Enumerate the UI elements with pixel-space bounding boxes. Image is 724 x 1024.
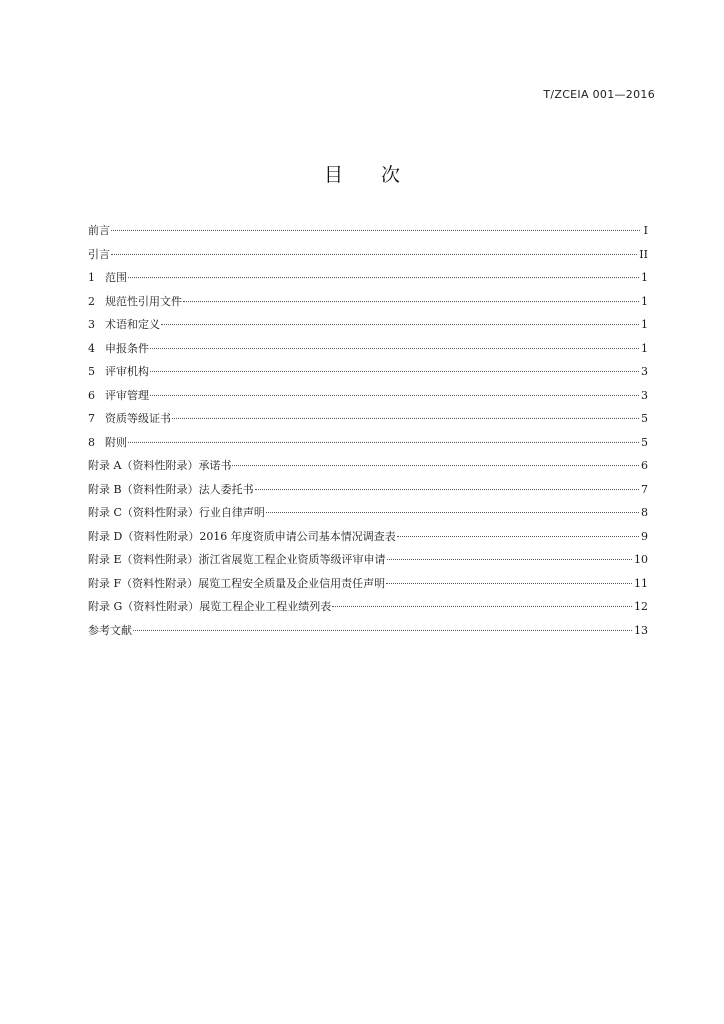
toc-leader-dots <box>150 395 639 396</box>
toc-entry-qualification-certificate[interactable] <box>88 407 648 431</box>
toc-entry-label: 附录 F（资料性附录）展览工程安全质量及企业信用责任声明 <box>88 576 386 590</box>
toc-entry-number: 5 <box>88 365 95 378</box>
toc-leader-dots <box>183 301 639 302</box>
toc-entry-terms-definitions[interactable] <box>88 313 648 337</box>
toc-leader-dots <box>172 418 639 419</box>
toc-leader-dots <box>133 630 632 631</box>
toc-entry-label: 参考文献 <box>88 623 132 637</box>
toc-entry-page: 7 <box>641 482 648 496</box>
toc-entry-appendix-a[interactable] <box>88 454 648 478</box>
toc-entry-page: 9 <box>641 529 648 543</box>
toc-entry-bibliography[interactable] <box>88 619 648 643</box>
toc-entry-label: 附录 B（资料性附录）法人委托书 <box>88 482 254 496</box>
toc-entry-label: 资质等级证书 <box>105 412 171 425</box>
toc-leader-dots <box>128 277 639 278</box>
toc-entry-label: 附录 E（资料性附录）浙江省展览工程企业资质等级评审申请 <box>88 553 386 566</box>
toc-entry-page: 10 <box>634 553 648 566</box>
toc-entry-scope[interactable] <box>88 266 648 290</box>
toc-entry-page: 6 <box>641 459 648 472</box>
toc-entry-label: 术语和定义 <box>105 318 160 331</box>
toc-entry-label: 附录 D（资料性附录）2016 年度资质申请公司基本情况调查表 <box>88 529 396 543</box>
toc-entry-number: 2 <box>88 294 95 308</box>
toc-title-part1: 目 <box>323 164 343 186</box>
toc-entry-page: 11 <box>634 576 648 590</box>
toc-entry-label: 评审机构 <box>105 365 149 378</box>
toc-entry-number: 3 <box>88 318 95 331</box>
toc-entry-label: 附录 C（资料性附录）行业自律声明 <box>88 506 265 519</box>
toc-entry-label: 评审管理 <box>105 388 149 402</box>
toc-list <box>88 219 648 642</box>
toc-leader-dots <box>266 512 639 513</box>
toc-entry-page: 5 <box>641 412 648 425</box>
toc-entry-label: 范围 <box>105 271 127 284</box>
toc-entry-label: 附录 A（资料性附录）承诺书 <box>88 459 232 472</box>
toc-entry-review-body[interactable] <box>88 360 648 384</box>
toc-entry-number: 7 <box>88 412 95 425</box>
toc-leader-dots <box>150 371 639 372</box>
toc-entry-appendix-e[interactable] <box>88 548 648 572</box>
toc-title <box>0 160 724 187</box>
toc-entry-page: 1 <box>641 271 648 284</box>
toc-entry-page: 3 <box>641 365 648 378</box>
toc-leader-dots <box>387 559 632 560</box>
toc-leader-dots <box>255 489 639 490</box>
toc-entry-page: I <box>643 224 648 237</box>
toc-title-part2: 次 <box>381 164 401 186</box>
toc-entry-appendix-f[interactable] <box>88 572 648 596</box>
toc-entry-page: 1 <box>641 294 648 308</box>
toc-entry-label: 附录 G（资料性附录）展览工程企业工程业绩列表 <box>88 600 332 613</box>
toc-leader-dots <box>232 465 639 466</box>
toc-entry-number: 8 <box>88 435 95 449</box>
toc-entry-label: 规范性引用文件 <box>105 294 182 308</box>
toc-entry-number: 6 <box>88 388 95 402</box>
toc-entry-label: 申报条件 <box>105 341 149 355</box>
toc-entry-page: 8 <box>641 506 648 519</box>
toc-entry-introduction[interactable] <box>88 243 648 267</box>
toc-entry-page: 12 <box>634 600 648 613</box>
toc-leader-dots <box>397 536 639 537</box>
toc-entry-application-conditions[interactable] <box>88 337 648 361</box>
toc-leader-dots <box>111 254 637 255</box>
toc-leader-dots <box>161 324 639 325</box>
document-code: T/ZCEIA 001—2016 <box>543 88 655 101</box>
toc-leader-dots <box>111 230 640 231</box>
toc-leader-dots <box>386 583 632 584</box>
toc-entry-number: 4 <box>88 341 95 355</box>
toc-leader-dots <box>128 442 639 443</box>
toc-entry-foreword[interactable] <box>88 219 648 243</box>
toc-entry-page: 13 <box>634 623 648 637</box>
toc-leader-dots <box>150 348 639 349</box>
toc-entry-appendix-c[interactable] <box>88 501 648 525</box>
toc-entry-page: 3 <box>641 388 648 402</box>
toc-entry-label: 附则 <box>105 435 127 449</box>
toc-entry-appendix-b[interactable] <box>88 478 648 502</box>
toc-entry-label: 引言 <box>88 247 110 261</box>
toc-entry-page: 1 <box>641 318 648 331</box>
toc-entry-label: 前言 <box>88 224 110 237</box>
toc-entry-review-management[interactable] <box>88 384 648 408</box>
toc-leader-dots <box>332 606 632 607</box>
toc-entry-page: II <box>639 247 648 261</box>
toc-entry-normative-references[interactable] <box>88 290 648 314</box>
toc-entry-page: 1 <box>641 341 648 355</box>
toc-entry-page: 5 <box>641 435 648 449</box>
toc-entry-number: 1 <box>88 271 95 284</box>
toc-entry-appendix-g[interactable] <box>88 595 648 619</box>
toc-entry-supplementary-provisions[interactable] <box>88 431 648 455</box>
toc-entry-appendix-d[interactable] <box>88 525 648 549</box>
